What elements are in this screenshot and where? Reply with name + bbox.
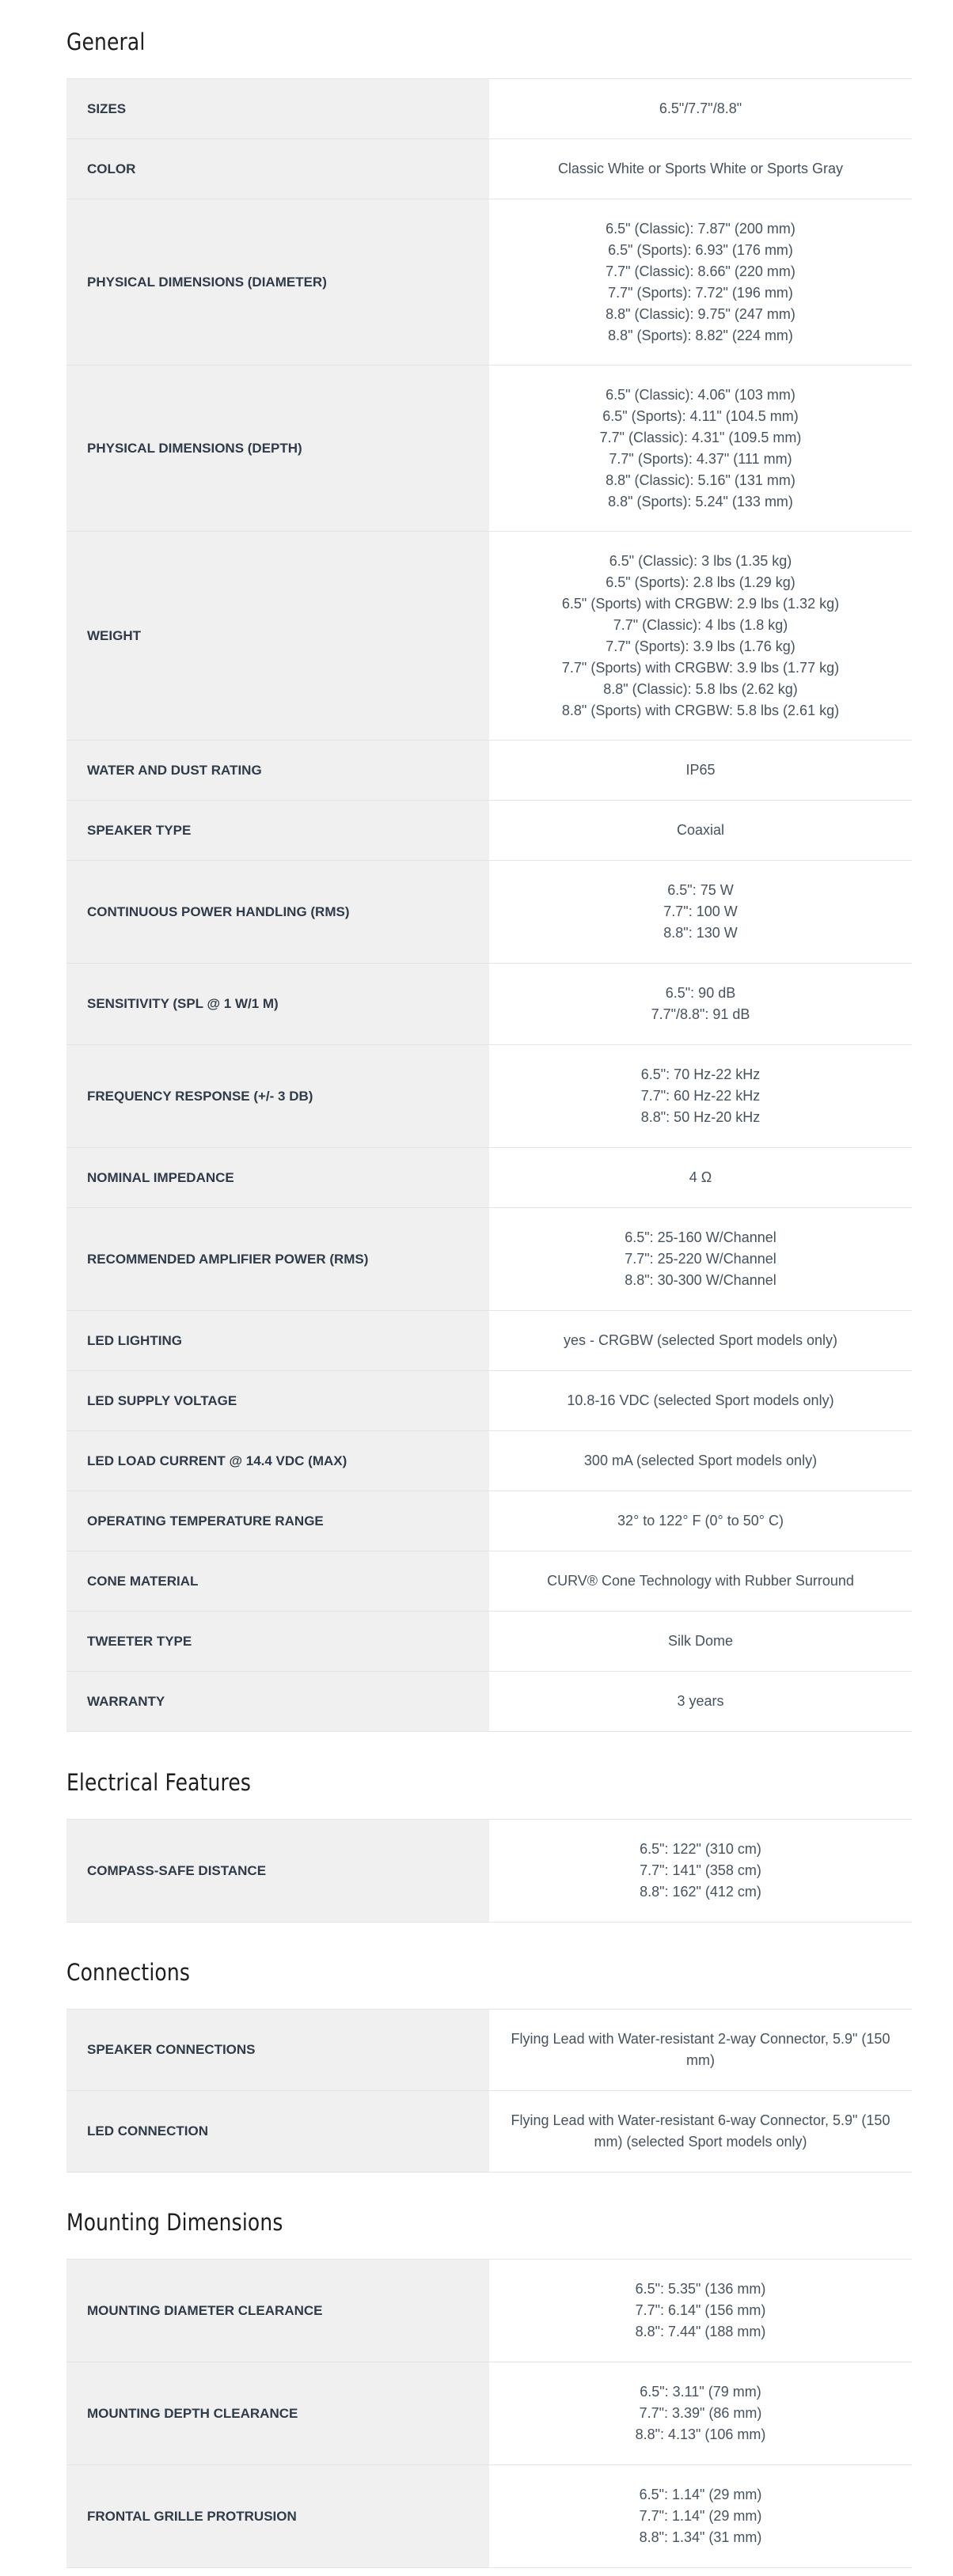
spec-value <box>489 139 912 199</box>
spec-label: LED CONNECTION <box>66 2091 489 2172</box>
spec-label: WATER AND DUST RATING <box>66 741 489 800</box>
spec-label: MOUNTING DIAMETER CLEARANCE <box>66 2260 489 2362</box>
spec-label: NOMINAL IMPEDANCE <box>66 1148 489 1207</box>
spec-value-line: 7.7": 141" (358 cm) <box>640 1862 761 1878</box>
spec-value-line: 7.7": 100 W <box>663 903 738 919</box>
spec-value-line: 8.8" (Classic): 9.75" (247 mm) <box>606 305 795 322</box>
table-row <box>66 1551 912 1612</box>
spec-value-line: 7.7" (Classic): 4 lbs (1.8 kg) <box>613 616 788 633</box>
spec-value-line: 6.5" (Sports): 4.11" (104.5 mm) <box>602 407 799 424</box>
spec-label: RECOMMENDED AMPLIFIER POWER (RMS) <box>66 1208 489 1310</box>
spec-value-line: 6.5": 25-160 W/Channel <box>625 1229 776 1245</box>
spec-value <box>489 366 912 531</box>
table-row <box>66 801 912 861</box>
table-row <box>66 1820 912 1923</box>
spec-label: PHYSICAL DIMENSIONS (DIAMETER) <box>66 199 489 365</box>
spec-value <box>489 2362 912 2464</box>
spec-value-line: 6.5": 5.35" (136 mm) <box>635 2281 766 2297</box>
spec-value <box>489 1551 912 1611</box>
spec-label: COMPASS-SAFE DISTANCE <box>66 1820 489 1922</box>
spec-label: LED SUPPLY VOLTAGE <box>66 1371 489 1430</box>
spec-table <box>66 78 912 1732</box>
spec-value-line: 7.7" (Sports) with CRGBW: 3.9 lbs (1.77 kg) <box>561 659 840 676</box>
spec-value <box>489 1431 912 1491</box>
spec-table <box>66 2259 912 2568</box>
spec-value-line: Silk Dome <box>667 1633 734 1649</box>
spec-value-line: 8.8": 162" (412 cm) <box>640 1884 761 1900</box>
spec-label: CONE MATERIAL <box>66 1551 489 1611</box>
spec-value-line: Flying Lead with Water-resistant 2-way Connector, 5.9" (150 <box>511 2031 890 2047</box>
spec-value-line: 8.8": 130 W <box>663 925 738 941</box>
table-row <box>66 1311 912 1371</box>
spec-label: OPERATING TEMPERATURE RANGE <box>66 1491 489 1551</box>
spec-value <box>489 1311 912 1370</box>
spec-value <box>489 2010 912 2090</box>
spec-value <box>489 1371 912 1430</box>
spec-label: SPEAKER TYPE <box>66 801 489 860</box>
spec-value-line: 8.8": 7.44" (188 mm) <box>635 2324 766 2339</box>
spec-value-line: 7.7" (Classic): 8.66" (220 mm) <box>606 263 795 279</box>
spec-value-line: 8.8" (Classic): 5.8 lbs (2.62 kg) <box>603 680 798 697</box>
spec-value-line: 6.5"/7.7"/8.8" <box>659 100 742 116</box>
table-row <box>66 1045 912 1148</box>
section-title: General <box>66 28 146 55</box>
spec-label: PHYSICAL DIMENSIONS (DEPTH) <box>66 366 489 531</box>
table-row <box>66 2465 912 2568</box>
spec-label: SENSITIVITY (SPL @ 1 W/1 M) <box>66 964 489 1044</box>
spec-value-line: 6.5" (Sports): 6.93" (176 mm) <box>608 241 793 258</box>
spec-value <box>489 2465 912 2567</box>
spec-value-line: 7.7": 6.14" (156 mm) <box>635 2302 766 2318</box>
spec-value <box>489 1820 912 1922</box>
spec-value <box>489 1672 912 1731</box>
table-row <box>66 139 912 199</box>
spec-value-line: 7.7": 1.14" (29 mm) <box>639 2508 762 2524</box>
spec-value <box>489 2091 912 2172</box>
spec-value-line: 7.7" (Classic): 4.31" (109.5 mm) <box>599 429 802 445</box>
spec-value <box>489 741 912 800</box>
spec-value-line: IP65 <box>685 762 716 778</box>
table-row <box>66 2091 912 2173</box>
spec-value <box>489 861 912 963</box>
spec-value <box>489 1491 912 1551</box>
spec-value-line: 8.8": 4.13" (106 mm) <box>635 2426 766 2442</box>
table-row <box>66 1612 912 1672</box>
spec-label: MOUNTING DEPTH CLEARANCE <box>66 2362 489 2464</box>
table-row <box>66 1672 912 1732</box>
spec-value <box>489 199 912 365</box>
spec-value-line: 7.7": 25-220 W/Channel <box>625 1251 776 1267</box>
spec-value-line: 7.7": 3.39" (86 mm) <box>639 2405 762 2421</box>
table-row <box>66 532 912 741</box>
spec-value-line: mm) (selected Sport models only) <box>594 2134 807 2150</box>
spec-value-line: 6.5" (Classic): 7.87" (200 mm) <box>606 220 795 237</box>
spec-value-line: 6.5": 1.14" (29 mm) <box>639 2487 762 2502</box>
spec-label: FREQUENCY RESPONSE (+/- 3 DB) <box>66 1045 489 1147</box>
spec-value-line: 10.8-16 VDC (selected Sport models only) <box>567 1392 834 1408</box>
spec-label: SIZES <box>66 79 489 138</box>
spec-value <box>489 1045 912 1147</box>
spec-label: WEIGHT <box>66 532 489 740</box>
spec-table <box>66 1819 912 1923</box>
spec-value-line: 8.8" (Sports) with CRGBW: 5.8 lbs (2.61 kg) <box>561 702 840 718</box>
spec-value-line: 4 Ω <box>689 1169 712 1185</box>
spec-value-line: 6.5" (Sports): 2.8 lbs (1.29 kg) <box>606 574 795 590</box>
spec-value <box>489 964 912 1044</box>
spec-value-line: 300 mA (selected Sport models only) <box>583 1453 818 1468</box>
spec-value-line: 3 years <box>677 1693 724 1709</box>
spec-value <box>489 79 912 138</box>
spec-label: WARRANTY <box>66 1672 489 1731</box>
spec-value <box>489 2260 912 2362</box>
spec-value-line: 6.5": 70 Hz-22 kHz <box>640 1066 761 1082</box>
spec-value-line: Coaxial <box>676 822 725 838</box>
spec-value-line: 6.5": 122" (310 cm) <box>640 1841 761 1857</box>
table-row <box>66 1431 912 1491</box>
spec-value-line: 7.7" (Sports): 7.72" (196 mm) <box>608 284 793 301</box>
spec-value <box>489 1208 912 1310</box>
spec-value-line: 7.7" (Sports): 4.37" (111 mm) <box>609 450 792 467</box>
spec-value-line: 7.7" (Sports): 3.9 lbs (1.76 kg) <box>606 638 795 654</box>
spec-value <box>489 801 912 860</box>
spec-value-line: 7.7": 60 Hz-22 kHz <box>640 1088 761 1104</box>
spec-value-line: Classic White or Sports White or Sports Gray <box>557 161 844 176</box>
table-row <box>66 79 912 139</box>
table-row <box>66 2010 912 2091</box>
spec-value-line: 6.5" (Classic): 3 lbs (1.35 kg) <box>609 552 792 569</box>
spec-value-line: 6.5": 90 dB <box>665 985 736 1001</box>
spec-value-line: 7.7"/8.8": 91 dB <box>651 1006 750 1022</box>
spec-value-line: 32° to 122° F (0° to 50° C) <box>617 1513 784 1529</box>
spec-value-line: 6.5" (Classic): 4.06" (103 mm) <box>606 386 795 403</box>
table-row <box>66 1371 912 1431</box>
spec-value-line: 8.8" (Classic): 5.16" (131 mm) <box>606 472 795 488</box>
spec-value <box>489 1148 912 1207</box>
section-title: Mounting Dimensions <box>66 2209 283 2236</box>
table-row <box>66 1491 912 1551</box>
spec-value-line: 6.5": 3.11" (79 mm) <box>640 2384 761 2400</box>
spec-label: SPEAKER CONNECTIONS <box>66 2010 489 2090</box>
spec-label: COLOR <box>66 139 489 199</box>
spec-value <box>489 532 912 740</box>
table-row <box>66 2362 912 2465</box>
table-row <box>66 199 912 366</box>
spec-value-line: 8.8": 50 Hz-20 kHz <box>640 1109 761 1125</box>
spec-value-line: yes - CRGBW (selected Sport models only) <box>563 1332 838 1348</box>
table-row <box>66 964 912 1045</box>
spec-value-line: 8.8" (Sports): 8.82" (224 mm) <box>608 327 793 343</box>
table-row <box>66 1208 912 1311</box>
table-row <box>66 741 912 801</box>
section-title: Connections <box>66 1959 191 1986</box>
table-row <box>66 366 912 532</box>
table-row <box>66 861 912 964</box>
spec-value-line: 6.5": 75 W <box>667 882 734 898</box>
spec-value-line: 8.8" (Sports): 5.24" (133 mm) <box>608 493 793 510</box>
spec-label: LED LIGHTING <box>66 1311 489 1370</box>
spec-label: FRONTAL GRILLE PROTRUSION <box>66 2465 489 2567</box>
spec-table <box>66 2009 912 2173</box>
section-title: Electrical Features <box>66 1769 252 1796</box>
spec-value-line: 8.8": 30-300 W/Channel <box>625 1272 776 1288</box>
spec-value-line: mm) <box>686 2052 715 2068</box>
spec-value-line: CURV® Cone Technology with Rubber Surround <box>547 1573 854 1589</box>
table-row <box>66 2260 912 2362</box>
spec-value-line: Flying Lead with Water-resistant 6-way Connector, 5.9" (150 <box>511 2112 890 2128</box>
spec-label: CONTINUOUS POWER HANDLING (RMS) <box>66 861 489 963</box>
spec-label: TWEETER TYPE <box>66 1612 489 1671</box>
spec-value-line: 6.5" (Sports) with CRGBW: 2.9 lbs (1.32 kg) <box>561 595 840 612</box>
spec-label: LED LOAD CURRENT @ 14.4 VDC (MAX) <box>66 1431 489 1491</box>
spec-value <box>489 1612 912 1671</box>
spec-value-line: 8.8": 1.34" (31 mm) <box>639 2529 762 2545</box>
table-row <box>66 1148 912 1208</box>
